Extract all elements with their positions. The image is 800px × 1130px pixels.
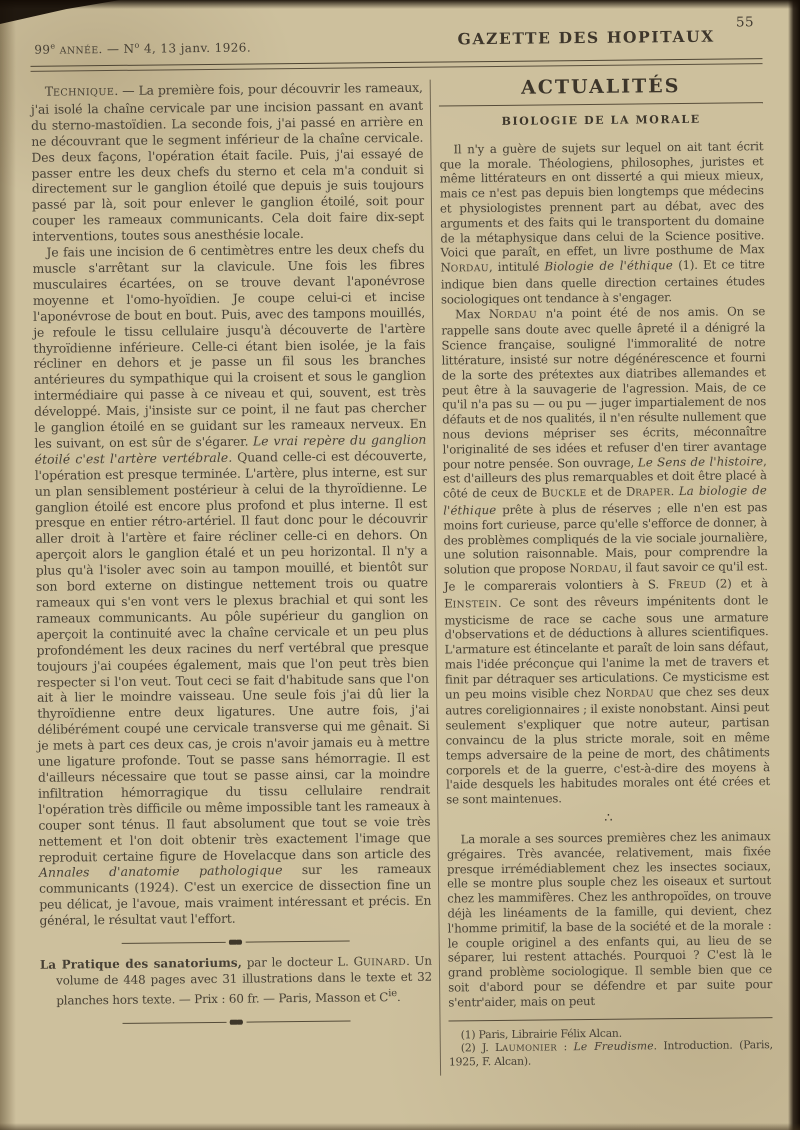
two-column-body: [31, 76, 773, 1073]
section-title: ACTUALITÉS: [520, 75, 681, 99]
technique-paragraph: TECHNIQUE. — La première fois, pour découvrir les rameaux, j'ai isolé la chaîne cervicale par une incision passant en avant du sterno-mastoïdien. La seconde fois, j'ai passé en arrière en ne découvrant que le segment inférieur de la chaîne cervicale. Des deux façons, l'opération était facile. Puis, j'ai essayé de passer entre les deux chefs du sterno et cela m'a conduit si directement sur le ganglion étoilé que depuis je suis toujours passé par là, soit pour enlever le ganglion étoilé, soit pour couper les rameaux communicants. Cela doit faire dix-sept interventions, toutes sous anesthésie locale.: [30, 79, 425, 244]
article-paragraph: Il n'y a guère de sujets sur lequel on ait tant écrit que la morale. Théologiens, philosophes, juristes et même littérateurs en ont disserté a qui mieux mieux, mais ce n'est pas depuis bien longtemps que médecins et physiologistes prennent part au débat, avec des arguments et des faits qui le transportent du domaine de la métaphysique dans celui de la Science positive. Voici que paraît, en effet, un livre posthume de Max NORDAU, intitulé Biologie de l'éthique (1). Et ce titre indique bien dans quelle direction certaines études sociologiques ont tendance à s'engager.: [439, 139, 765, 307]
section-divider-ornament: [122, 939, 349, 946]
footnote-1: (1) Paris, Librairie Félix Alcan.: [460, 1026, 622, 1041]
page-edge-shadow-top: [0, 0, 800, 9]
column-divider-rule: [430, 80, 441, 1076]
issue-line: 99e ANNÉE. — $N^o$ 4, 13 janv. 1926.: [34, 40, 252, 57]
divider-dots-icon: [230, 1020, 244, 1025]
technique-paragraph-2: Je fais une incision de 6 centimètres entre les deux chefs du muscle s'arrêtant sur la clavicule. Une fois les fibres musculaires écartées, on se trouve devant l'aponévrose moyenne et l'omo-hyoïdien. Je coupe celui-ci et incise l'aponévrose de bout en bout. Puis, avec des tampons mouillés, je refoule le tissu cellulaire jusqu'à découverte de l'artère thyroïdienne inférieure. Celle-ci étant bien isolée, je la fais récliner en dehors et je passe un fil sous les branches antérieures du sympathique qui la croisent et sous le ganglion intermédiaire qui passe à ce niveau et qui, souvent, est très développé. Mais, j'insiste sur ce point, il ne faut pas chercher le ganglion étoilé en se guidant sur les rameaux nerveux. En les suivant, on est sûr de s'égarer. Le vrai repère du ganglion étoilé c'est l'artère vertébrale. Quand celle-ci est découverte, l'opération est presque terminée. L'artère, plus interne, est sur un plan sensiblement postérieur à celui de la thyroïdienne. Le ganglion étoilé est encore plus profond et plus interne. Il est presque en entier rétro-artériel. Il faut donc pour le découvrir aller droit à l'artère et faire récliner celle-ci en dehors. On aperçoit alors le ganglion étalé et un peu horizontal. Il n'y a plus qu'à l'isoler avec soin au tampon mouillé, et bientôt sur son bord externe on distingue nettement trois ou quatre rameaux qui s'en vont vers le plexus brachial et qui sont les rameaux communicants. Au pôle supérieur du ganglion on aperçoit la continuité avec la chaîne cervicale et un peu plus profondément les deux racines du nerf vertébral que presque toujours j'ai coupées également, mais que l'on peut très bien respecter si l'on veut. Tout ceci se fait d'habitude sans que l'on ait à lier le moindre vaisseau. Une seule fois j'ai dû lier la thyroïdienne entre deux ligatures. Une autre fois, j'ai délibérément coupé une cervicale transverse qui me gênait. Si je mets à part ces deux cas, je crois n'avoir jamais eu à mettre une ligature profonde. Tout se passe sans hémorragie. Il est d'ailleurs nécessaire que tout se passe ainsi, car la moindre infiltration hémorragique du tissu cellulaire rendrait l'opération très difficile ou même impossible tant les rameaux à couper sont ténus. Il faut absolument que tout se voie très nettement et l'on doit obtenir très exactement l'image que reproduit certaine figure de Hovelacque dans son article des Annales d'anatomie pathologique sur les rameaux communicants (1924). C'est un exercice de dissection fine un peu délicat, je l'avoue, mais vraiment intéressant et précis. En général, le résultat vaut l'effort.: [32, 240, 432, 928]
footnotes: [449, 1017, 773, 1070]
page-edge-shadow-left: [0, 0, 16, 1130]
left-column: [31, 80, 433, 1074]
footnote-2: (2) J. LAUMONIER : Le Freudisme. Introduction. (Paris, 1925, F. Alcan).: [448, 1038, 773, 1069]
page-edge-dark-right: [788, 0, 800, 1130]
journal-title: GAZETTE DES HOPITAUX: [457, 26, 715, 49]
asterism-separator: ∴: [604, 810, 613, 826]
masthead: [30, 12, 762, 64]
article-paragraph: Max NORDAU n'a point été de nos amis. On se rappelle sans doute avec quelle âpreté il a dénigré la Science française, souligné l'immoralité de notre littérature, insisté sur notre dégénérescence et fourni de la sorte des prétextes aux diatribes allemandes et peut être à la sauvagerie de l'agression. Mais, de ce qu'il n'a pas su — ou pu — juger impartialement de nos défauts et de nos qualités, il n'en résulte nullement que nous devions mépriser ses écrits, méconnaître l'originalité de ses idées et refuser d'en tirer avantage pour notre pensée. Son ouvrage, Le Sens de l'histoire, est d'ailleurs des plus remarquables et doit être placé à côté de ceux de BUCKLE et de DRAPER. La biologie de l'éthique prête à plus de réserves ; elle n'en est pas moins fort curieuse, parce qu'elle s'efforce de donner, à des problèmes compliqués de la vie sociale journalière, une solution raisonnable. Mais, pour comprendre la solution que propose NORDAU, il faut savoir ce qu'il est. Je le comparerais volontiers à S. FREUD (2) et à EINSTEIN. Ce sont des rêveurs impénitents dont le mysticisme de race se cache sous une armature d'observations et de déductions à allures scientifiques. L'armature est étincelante et paraît de loin sans défaut, mais l'idée préconçue qui l'anime la met de travers et finit par détraquer ses articulations. Ce mysticisme est un peu moins visible chez NORDAU que chez ses deux autres coreligionnaires ; il existe nonobstant. Ainsi peut seulement s'expliquer que notre auteur, partisan convaincu de la plus stricte morale, soit en même temps adversaire de la peine de mort, des châtiments corporels et de la guerre, c'est-à-dire des moyens à l'aide desquels les habitudes morales ont été crées et se sont maintenues.: [441, 303, 771, 807]
page-number: 55: [735, 14, 755, 31]
book-notice: La Pratique des sanatoriums, par le docteur L. GUINARD. Un volume de 448 pages avec 31 illustrations dans le texte et 32 planches hors texte. — Prix : 60 fr. — Paris, Masson et $C^{ie}$.: [39, 953, 433, 1008]
section-title-rule: [439, 102, 763, 107]
article-paragraph: La morale a ses sources premières chez les animaux grégaires. Très avancée, relativement, mais fixée presque irrémédiablement chez les insectes sociaux, elle se montre plus souple chez les oiseaux et surtout chez les mammifères. Chez les anthropoïdes, on trouve déjà les linéaments de la famille, qui devient, chez l'homme primitif, la base de la société et de la morale : le couple originel a des enfants qui, au lieu de se séparer, lui restent attachés. Pourquoi ? C'est là le grand problème sociologique. Il semble bien que ce soit d'abord pour se défendre et par suite pour s'entr'aider, mais on peut: [446, 829, 773, 1010]
article-title: BIOLOGIE DE LA MORALE: [501, 112, 701, 128]
page-edge-shadow-bottom: [0, 1123, 800, 1130]
divider-dots-icon: [229, 940, 243, 945]
section-divider-ornament: [123, 1019, 350, 1026]
page-content: [30, 12, 773, 1073]
right-column: [439, 76, 773, 1069]
